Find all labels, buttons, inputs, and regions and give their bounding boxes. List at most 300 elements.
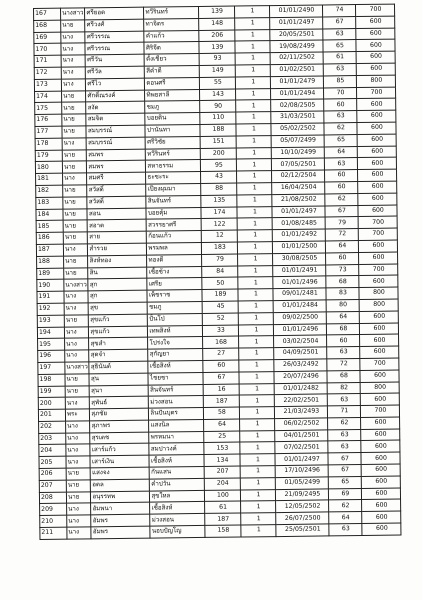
age-cell: 64 — [325, 146, 358, 158]
first-name-cell: ศรีไว — [86, 78, 145, 91]
last-name-cell: โปร่งใจ — [148, 337, 203, 349]
title-prefix-cell: นาง — [63, 173, 88, 185]
age-cell: 67 — [325, 205, 358, 217]
house-number-cell: 143 — [200, 89, 236, 101]
row-number-cell: 193 — [37, 315, 64, 327]
village-number-cell: 1 — [237, 171, 272, 183]
allowance-amount-cell: 600 — [357, 122, 396, 134]
allowance-amount-cell: 600 — [360, 370, 399, 382]
allowance-amount-cell: 600 — [358, 146, 397, 158]
allowance-amount-cell: 600 — [360, 334, 399, 346]
allowance-amount-cell: 600 — [360, 346, 399, 358]
last-name-cell: สินจันทร์ — [146, 195, 201, 207]
first-name-cell: สุข — [89, 302, 148, 315]
first-name-cell: สมศรี — [87, 172, 146, 185]
title-prefix-cell: นาย — [65, 374, 90, 386]
first-name-cell: สุรเดช — [90, 432, 149, 445]
birth-date-cell: 07/02/2501 — [275, 441, 328, 453]
last-name-cell: สวรรยาศรี — [147, 219, 202, 231]
title-prefix-cell: นาง — [66, 456, 91, 468]
village-number-cell: 1 — [240, 430, 275, 442]
last-name-cell: เชื้อสิงห์ — [149, 455, 204, 467]
age-cell: 60 — [325, 181, 358, 193]
allowance-amount-cell: 700 — [361, 405, 400, 417]
first-name-cell: ศรีวงศ์ — [85, 19, 144, 32]
house-number-cell: 204 — [205, 478, 241, 490]
house-number-cell: 84 — [202, 266, 238, 278]
house-number-cell: 148 — [199, 18, 235, 30]
village-number-cell: 1 — [239, 301, 274, 313]
first-name-cell: ศรีวรรณ — [85, 31, 144, 44]
age-cell: 63 — [324, 111, 357, 123]
last-name-cell: เทพสิงห์ — [148, 325, 203, 337]
age-cell: 60 — [324, 99, 357, 111]
last-name-cell: นอบปัญโญ — [150, 525, 205, 537]
title-prefix-cell: นาย — [62, 90, 87, 102]
allowance-amount-cell: 600 — [358, 193, 397, 205]
last-name-cell: ตั้งเชียว — [145, 54, 200, 66]
first-name-cell: สุขสำ — [89, 337, 148, 350]
row-number-cell: 205 — [39, 456, 66, 468]
allowance-amount-cell: 600 — [361, 429, 400, 441]
last-name-cell: คำแก้ว — [144, 30, 199, 42]
age-cell: 68 — [327, 323, 360, 335]
birth-date-cell: 01/01/2492 — [273, 229, 326, 241]
last-name-cell: ม่วงสอน — [149, 396, 204, 408]
house-number-cell: 139 — [199, 6, 235, 18]
row-number-cell: 179 — [35, 150, 62, 162]
birth-date-cell: 04/01/2501 — [275, 430, 328, 442]
title-prefix-cell: นาง — [67, 503, 92, 515]
birth-date-cell: 01/01/2497 — [272, 205, 325, 217]
allowance-amount-cell: 600 — [358, 169, 397, 181]
birth-date-cell: 05/07/2499 — [272, 135, 325, 147]
first-name-cell: สุก — [88, 290, 147, 303]
village-number-cell: 1 — [241, 525, 276, 537]
title-prefix-cell: นาง — [63, 244, 88, 256]
last-name-cell: ชมภู — [148, 301, 203, 313]
first-name-cell: สอาด — [88, 219, 147, 232]
birth-date-cell: 01/02/2501 — [271, 64, 324, 76]
first-name-cell: สวัสดิ์ — [87, 196, 146, 209]
row-number-cell: 190 — [37, 279, 64, 291]
village-number-cell: 1 — [240, 395, 275, 407]
title-prefix-cell: นาย — [61, 20, 86, 32]
allowance-amount-cell: 600 — [361, 452, 400, 464]
title-prefix-cell: นาง — [66, 444, 91, 456]
age-cell: 72 — [326, 229, 359, 241]
last-name-cell: เศรีย — [147, 278, 202, 290]
title-prefix-cell: นาง — [61, 79, 86, 91]
last-name-cell: สหาธรรม — [146, 160, 201, 172]
house-number-cell: 95 — [201, 159, 237, 171]
first-name-cell: เสาร์เงิน — [90, 455, 149, 468]
age-cell: 85 — [324, 75, 357, 87]
birth-date-cell: 01/01/2482 — [275, 382, 328, 394]
village-number-cell: 1 — [241, 489, 276, 501]
title-prefix-cell: นาง — [61, 31, 86, 43]
age-cell: 71 — [328, 406, 361, 418]
allowance-amount-cell: 600 — [357, 51, 396, 63]
allowance-amount-cell: 700 — [359, 216, 398, 228]
last-name-cell: ปั้นโป่ — [148, 313, 203, 325]
last-name-cell: ดอนศรี — [145, 77, 200, 89]
allowance-amount-cell: 600 — [356, 28, 395, 40]
first-name-cell: อัมพร — [91, 526, 150, 539]
village-number-cell: 1 — [241, 513, 276, 525]
first-name-cell: ศรียอด — [85, 7, 144, 20]
allowance-amount-cell: 600 — [356, 39, 395, 51]
village-number-cell: 1 — [241, 501, 276, 513]
row-number-cell: 206 — [39, 468, 66, 480]
title-prefix-cell: นาย — [66, 468, 91, 480]
age-cell: 63 — [328, 429, 361, 441]
birth-date-cell: 01/01/2479 — [271, 76, 324, 88]
allowance-amount-cell: 700 — [357, 87, 396, 99]
first-name-cell: สุน — [89, 373, 148, 386]
allowance-amount-cell: 700 — [360, 358, 399, 370]
village-number-cell: 1 — [236, 100, 271, 112]
age-cell: 63 — [328, 394, 361, 406]
row-number-cell: 182 — [36, 185, 63, 197]
age-cell: 65 — [323, 40, 356, 52]
village-number-cell: 1 — [238, 253, 273, 265]
row-number-cell: 203 — [39, 433, 66, 445]
village-number-cell: 1 — [240, 442, 275, 454]
row-number-cell: 204 — [39, 445, 66, 457]
age-cell: 65 — [325, 134, 358, 146]
row-number-cell: 209 — [40, 504, 67, 516]
allowance-amount-cell: 600 — [362, 500, 401, 512]
birth-date-cell: 16/04/2504 — [272, 182, 325, 194]
village-number-cell: 1 — [238, 230, 273, 242]
house-number-cell: 100 — [205, 490, 241, 502]
age-cell: 83 — [326, 288, 359, 300]
village-number-cell: 1 — [239, 371, 274, 383]
last-name-cell: เปียงผุมมา — [146, 183, 201, 195]
allowance-amount-cell: 800 — [357, 75, 396, 87]
allowance-amount-cell: 600 — [357, 63, 396, 75]
last-name-cell: พรหมนา — [149, 431, 204, 443]
allowance-amount-cell: 800 — [361, 382, 400, 394]
age-cell: 67 — [329, 465, 362, 477]
village-number-cell: 1 — [238, 265, 273, 277]
house-number-cell: 189 — [202, 289, 238, 301]
age-cell: 63 — [327, 347, 360, 359]
allowance-amount-cell: 600 — [360, 311, 399, 323]
age-cell: 64 — [326, 240, 359, 252]
first-name-cell: แสงจง — [91, 467, 150, 480]
elderly-allowance-table — [33, 4, 402, 540]
village-number-cell: 1 — [241, 466, 276, 478]
birth-date-cell: 05/02/2502 — [271, 123, 324, 135]
last-name-cell: ทองดี — [147, 254, 202, 266]
title-prefix-cell: พระ — [65, 409, 90, 421]
first-name-cell: ศรีวัน — [86, 54, 145, 67]
title-prefix-cell: นาย — [65, 385, 90, 397]
row-number-cell: 180 — [35, 162, 62, 174]
row-number-cell: 171 — [34, 55, 61, 67]
last-name-cell: ม่วงสอน — [150, 514, 205, 526]
allowance-amount-cell: 600 — [359, 275, 398, 287]
house-number-cell: 88 — [201, 183, 237, 195]
last-name-cell: ธะซะระ — [146, 172, 201, 184]
last-name-cell: ก้อนแก้ว — [147, 231, 202, 243]
birth-date-cell: 21/08/2502 — [272, 194, 325, 206]
title-prefix-cell: นาง — [67, 527, 92, 539]
row-number-cell: 168 — [34, 20, 61, 32]
row-number-cell: 185 — [36, 220, 63, 232]
row-number-cell: 192 — [37, 303, 64, 315]
first-name-cell: สุภชัย — [90, 408, 149, 421]
age-cell: 68 — [326, 276, 359, 288]
title-prefix-cell: นาย — [64, 267, 89, 279]
house-number-cell: 149 — [200, 65, 236, 77]
village-number-cell: 1 — [235, 17, 270, 29]
age-cell: 72 — [327, 358, 360, 370]
allowance-amount-cell: 800 — [359, 287, 398, 299]
age-cell: 60 — [326, 252, 359, 264]
house-number-cell: 174 — [201, 207, 237, 219]
birth-date-cell: 01/05/2499 — [276, 477, 329, 489]
title-prefix-cell: นาย — [62, 149, 87, 161]
house-number-cell: 27 — [203, 348, 239, 360]
house-number-cell: 207 — [205, 466, 241, 478]
title-prefix-cell: นาย — [62, 114, 87, 126]
first-name-cell: สุภาพร — [90, 420, 149, 433]
row-number-cell: 201 — [38, 409, 65, 421]
village-number-cell: 1 — [238, 218, 273, 230]
last-name-cell: เพ็ชราช — [147, 290, 202, 302]
first-name-cell: อนุรรทพ — [91, 491, 150, 504]
village-number-cell: 1 — [238, 242, 273, 254]
last-name-cell: สุกัญยา — [148, 349, 203, 361]
house-number-cell: 60 — [203, 360, 239, 372]
last-name-cell: ทวีรินทร์ — [146, 148, 201, 160]
village-number-cell: 1 — [235, 6, 270, 18]
row-number-cell: 198 — [38, 374, 65, 386]
age-cell: 74 — [323, 5, 356, 17]
allowance-amount-cell: 600 — [358, 205, 397, 217]
village-number-cell: 1 — [236, 112, 271, 124]
title-prefix-cell: นาย — [66, 492, 91, 504]
allowance-amount-cell: 600 — [362, 476, 401, 488]
birth-date-cell: 01/01/2484 — [274, 300, 327, 312]
village-number-cell: 1 — [236, 65, 271, 77]
house-number-cell: 188 — [200, 124, 236, 136]
last-name-cell: ทาจิตร — [144, 18, 199, 30]
row-number-cell: 191 — [37, 291, 64, 303]
house-number-cell: 55 — [200, 77, 236, 89]
age-cell: 70 — [324, 87, 357, 99]
house-number-cell: 43 — [201, 171, 237, 183]
first-name-cell: สงัด — [86, 102, 145, 115]
allowance-amount-cell: 600 — [362, 511, 401, 523]
row-number-cell: 199 — [38, 386, 65, 398]
age-cell: 62 — [329, 500, 362, 512]
age-cell: 62 — [328, 417, 361, 429]
village-number-cell: 1 — [235, 29, 270, 41]
house-number-cell: 153 — [204, 442, 240, 454]
birth-date-cell: 02/11/2502 — [271, 52, 324, 64]
last-name-cell: ศรีวิชัย — [146, 136, 201, 148]
village-number-cell: 1 — [237, 135, 272, 147]
allowance-amount-cell: 600 — [361, 417, 400, 429]
allowance-amount-cell: 600 — [361, 441, 400, 453]
first-name-cell: สุพันธ์ — [90, 396, 149, 409]
title-prefix-cell: นาง — [64, 326, 89, 338]
village-number-cell: 1 — [240, 418, 275, 430]
village-number-cell: 1 — [238, 277, 273, 289]
first-name-cell: อัมพร — [91, 514, 150, 527]
house-number-cell: 58 — [204, 407, 240, 419]
village-number-cell: 1 — [236, 76, 271, 88]
allowance-amount-cell: 700 — [356, 4, 395, 16]
birth-date-cell: 01/01/2491 — [273, 264, 326, 276]
house-number-cell: 50 — [202, 277, 238, 289]
age-cell: 68 — [327, 370, 360, 382]
first-name-cell: สมพร — [87, 149, 146, 162]
house-number-cell: 168 — [203, 336, 239, 348]
age-cell: 80 — [327, 299, 360, 311]
first-name-cell: สาย — [88, 231, 147, 244]
row-number-cell: 186 — [36, 232, 63, 244]
birth-date-cell: 01/01/2490 — [270, 5, 323, 17]
last-name-cell: พรมพล — [147, 242, 202, 254]
house-number-cell: 93 — [200, 53, 236, 65]
allowance-amount-cell: 600 — [358, 134, 397, 146]
age-cell: 63 — [324, 64, 357, 76]
age-cell: 82 — [328, 382, 361, 394]
last-name-cell: เชื้อช้าง — [147, 266, 202, 278]
first-name-cell: สิน — [88, 267, 147, 280]
allowance-amount-cell: 600 — [360, 323, 399, 335]
allowance-amount-cell: 600 — [362, 523, 401, 535]
birth-date-cell: 25/05/2501 — [276, 524, 329, 536]
village-number-cell: 1 — [240, 454, 275, 466]
allowance-amount-cell: 700 — [359, 228, 398, 240]
age-cell: 62 — [324, 123, 357, 135]
row-number-cell: 194 — [37, 327, 64, 339]
village-number-cell: 1 — [240, 407, 275, 419]
last-name-cell: ปานันทา — [145, 124, 200, 136]
title-prefix-cell: นาย — [66, 480, 91, 492]
age-cell: 64 — [329, 512, 362, 524]
village-number-cell: 1 — [236, 88, 271, 100]
last-name-cell: สินจันทร์ — [149, 384, 204, 396]
last-name-cell: เชื้อสิงห์ — [150, 502, 205, 514]
house-number-cell: 139 — [199, 41, 235, 53]
birth-date-cell: 09/02/2500 — [274, 312, 327, 324]
first-name-cell: สุขแก้ว — [89, 314, 148, 327]
birth-date-cell: 06/02/2502 — [275, 418, 328, 430]
house-number-cell: 79 — [202, 254, 238, 266]
village-number-cell: 1 — [239, 336, 274, 348]
title-prefix-cell: นาง — [62, 138, 87, 150]
age-cell: 60 — [327, 335, 360, 347]
last-name-cell: คำปวัน — [150, 478, 205, 490]
age-cell: 63 — [329, 524, 362, 536]
title-prefix-cell: นาง — [66, 433, 91, 445]
allowance-amount-cell: 600 — [358, 181, 397, 193]
row-number-cell: 181 — [36, 173, 63, 185]
birth-date-cell: 20/07/2496 — [274, 371, 327, 383]
house-number-cell: 187 — [204, 395, 240, 407]
village-number-cell: 1 — [238, 289, 273, 301]
first-name-cell: เสาร์แก้ว — [90, 444, 149, 457]
first-name-cell: สมบรรณ์ — [86, 125, 145, 138]
house-number-cell: 45 — [203, 301, 239, 313]
first-name-cell: สุขแก้ว — [89, 326, 148, 339]
birth-date-cell: 21/03/2493 — [275, 406, 328, 418]
village-number-cell: 1 — [241, 477, 276, 489]
last-name-cell: กันแสน — [150, 467, 205, 479]
house-number-cell: 158 — [205, 525, 241, 537]
age-cell: 73 — [326, 264, 359, 276]
row-number-cell: 170 — [34, 44, 61, 56]
birth-date-cell: 04/09/2501 — [274, 347, 327, 359]
last-name-cell: ศิริจีด — [144, 42, 199, 54]
last-name-cell: บอยดิน — [145, 113, 200, 125]
house-number-cell: 187 — [205, 513, 241, 525]
house-number-cell: 90 — [200, 100, 236, 112]
title-prefix-cell: นาง — [67, 515, 92, 527]
village-number-cell: 1 — [235, 41, 270, 53]
first-name-cell: สุนา — [90, 385, 149, 398]
row-number-cell: 183 — [36, 197, 63, 209]
title-prefix-cell: นาย — [62, 102, 87, 114]
age-cell: 60 — [325, 170, 358, 182]
last-name-cell: สีคำดี — [145, 65, 200, 77]
age-cell: 79 — [326, 217, 359, 229]
title-prefix-cell: นาง — [66, 421, 91, 433]
title-prefix-cell: นางสาว — [65, 362, 90, 374]
age-cell: 62 — [325, 193, 358, 205]
house-number-cell: 151 — [201, 136, 237, 148]
village-number-cell: 1 — [237, 159, 272, 171]
village-number-cell: 1 — [237, 183, 272, 195]
age-cell: 65 — [329, 476, 362, 488]
birth-date-cell: 01/01/2496 — [274, 323, 327, 335]
age-cell: 69 — [329, 488, 362, 500]
last-name-cell: สมปาวงค์ — [149, 443, 204, 455]
title-prefix-cell: นาย — [63, 220, 88, 232]
row-number-cell: 200 — [38, 397, 65, 409]
birth-date-cell: 21/09/2495 — [276, 489, 329, 501]
birth-date-cell: 01/01/2494 — [271, 88, 324, 100]
last-name-cell: สุขใหล — [150, 490, 205, 502]
title-prefix-cell: นาย — [63, 185, 88, 197]
house-number-cell: 110 — [200, 112, 236, 124]
birth-date-cell: 01/01/2497 — [275, 453, 328, 465]
age-cell: 63 — [323, 28, 356, 40]
birth-date-cell: 31/03/2501 — [271, 111, 324, 123]
last-name-cell: ชมภู — [145, 101, 200, 113]
first-name-cell: สุดจำ — [89, 349, 148, 362]
title-prefix-cell: นาย — [63, 197, 88, 209]
birth-date-cell: 12/05/2502 — [276, 500, 329, 512]
last-name-cell: ทวีรินทร์ — [144, 6, 199, 18]
last-name-cell: ไชยชา — [148, 372, 203, 384]
house-number-cell: 64 — [204, 419, 240, 431]
title-prefix-cell: นาย — [63, 208, 88, 220]
row-number-cell: 196 — [38, 350, 65, 362]
title-prefix-cell: นาย — [62, 161, 87, 173]
row-number-cell: 169 — [34, 32, 61, 44]
village-number-cell: 1 — [237, 147, 272, 159]
village-number-cell: 1 — [239, 312, 274, 324]
house-number-cell: 12 — [202, 230, 238, 242]
